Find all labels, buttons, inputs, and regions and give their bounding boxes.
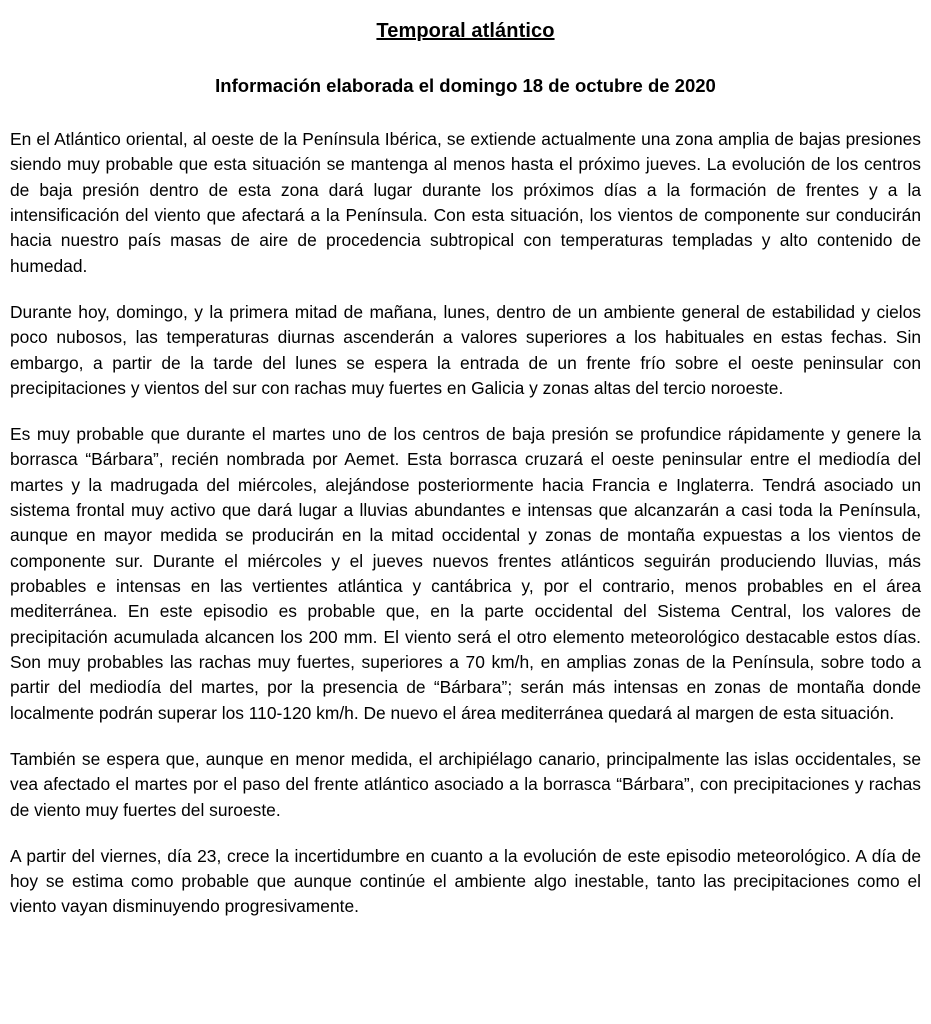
paragraph: En el Atlántico oriental, al oeste de la Península Ibérica, se extiende actualmente una zona amplia de bajas presiones siendo muy probable que esta situación se mantenga al menos hasta el próximo jueves. La evolución de los centros de baja presión dentro de esta zona dará lugar durante los próximos días a la formación de frentes y a la intensificación del viento que afectará a la Península. Con esta situación, los vientos de componente sur conducirán hacia nuestro país masas de aire de procedencia subtropical con temperaturas templadas y alto contenido de humedad. [10,129,921,276]
paragraph: Durante hoy, domingo, y la primera mitad de mañana, lunes, dentro de un ambiente general de estabilidad y cielos poco nubosos, las temperaturas diurnas ascenderán a valores superiores a los habituales en estas fechas. Sin embargo, a partir de la tarde del lunes se espera la entrada de un frente frío sobre el oeste peninsular con precipitaciones y vientos del sur con rachas muy fuertes en Galicia y zonas altas del tercio noroeste. [10,301,921,398]
paragraph: Es muy probable que durante el martes uno de los centros de baja presión se profundice rápidamente y genere la borrasca “Bárbara”, recién nombrada por Aemet. Esta borrasca cruzará el oeste peninsular entre el mediodía del martes y la madrugada del miércoles, alejándose posteriormente hacia Francia e Inglaterra. Tendrá asociado un sistema frontal muy activo que dará lugar a lluvias abundantes e intensas que alcanzarán a casi toda la Península, aunque en mayor medida se producirán en la mitad occidental y zonas de montaña expuestas a los vientos de componente sur. Durante el miércoles y el jueves nuevos frentes atlánticos seguirán produciendo lluvias, más probables e intensas en las vertientes atlántica y cantábrica y, por el contrario, menos probables en el área mediterránea. En este episodio es probable que, en la parte occidental del Sistema Central, los valores de precipitación acumulada alcancen los 200 mm. El viento será el otro elemento meteorológico destacable estos días. Son muy probables las rachas muy fuertes, superiores a 70 km/h, en amplias zonas de la Península, sobre todo a partir del mediodía del martes, por la presencia de “Bárbara”; serán más intensas en zonas de montaña donde localmente podrán superar los 110-120 km/h. De nuevo el área mediterránea quedará al margen de esta situación. [10,424,921,723]
paragraph: También se espera que, aunque en menor medida, el archipiélago canario, principalmente las islas occidentales, se vea afectado el martes por el paso del frente atlántico asociado a la borrasca “Bárbara”, con precipitaciones y rachas de viento muy fuertes del suroeste. [10,748,921,820]
paragraph: A partir del viernes, día 23, crece la incertidumbre en cuanto a la evolución de este episodio meteorológico. A día de hoy se estima como probable que aunque continúe el ambiente algo inestable, tanto las precipitaciones como el viento vayan disminuyendo progresivamente. [10,845,921,917]
document-body [10,127,921,920]
document-subtitle: Información elaborada el domingo 18 de octubre de 2020 [215,75,716,96]
page-title: Temporal atlántico [376,20,555,42]
